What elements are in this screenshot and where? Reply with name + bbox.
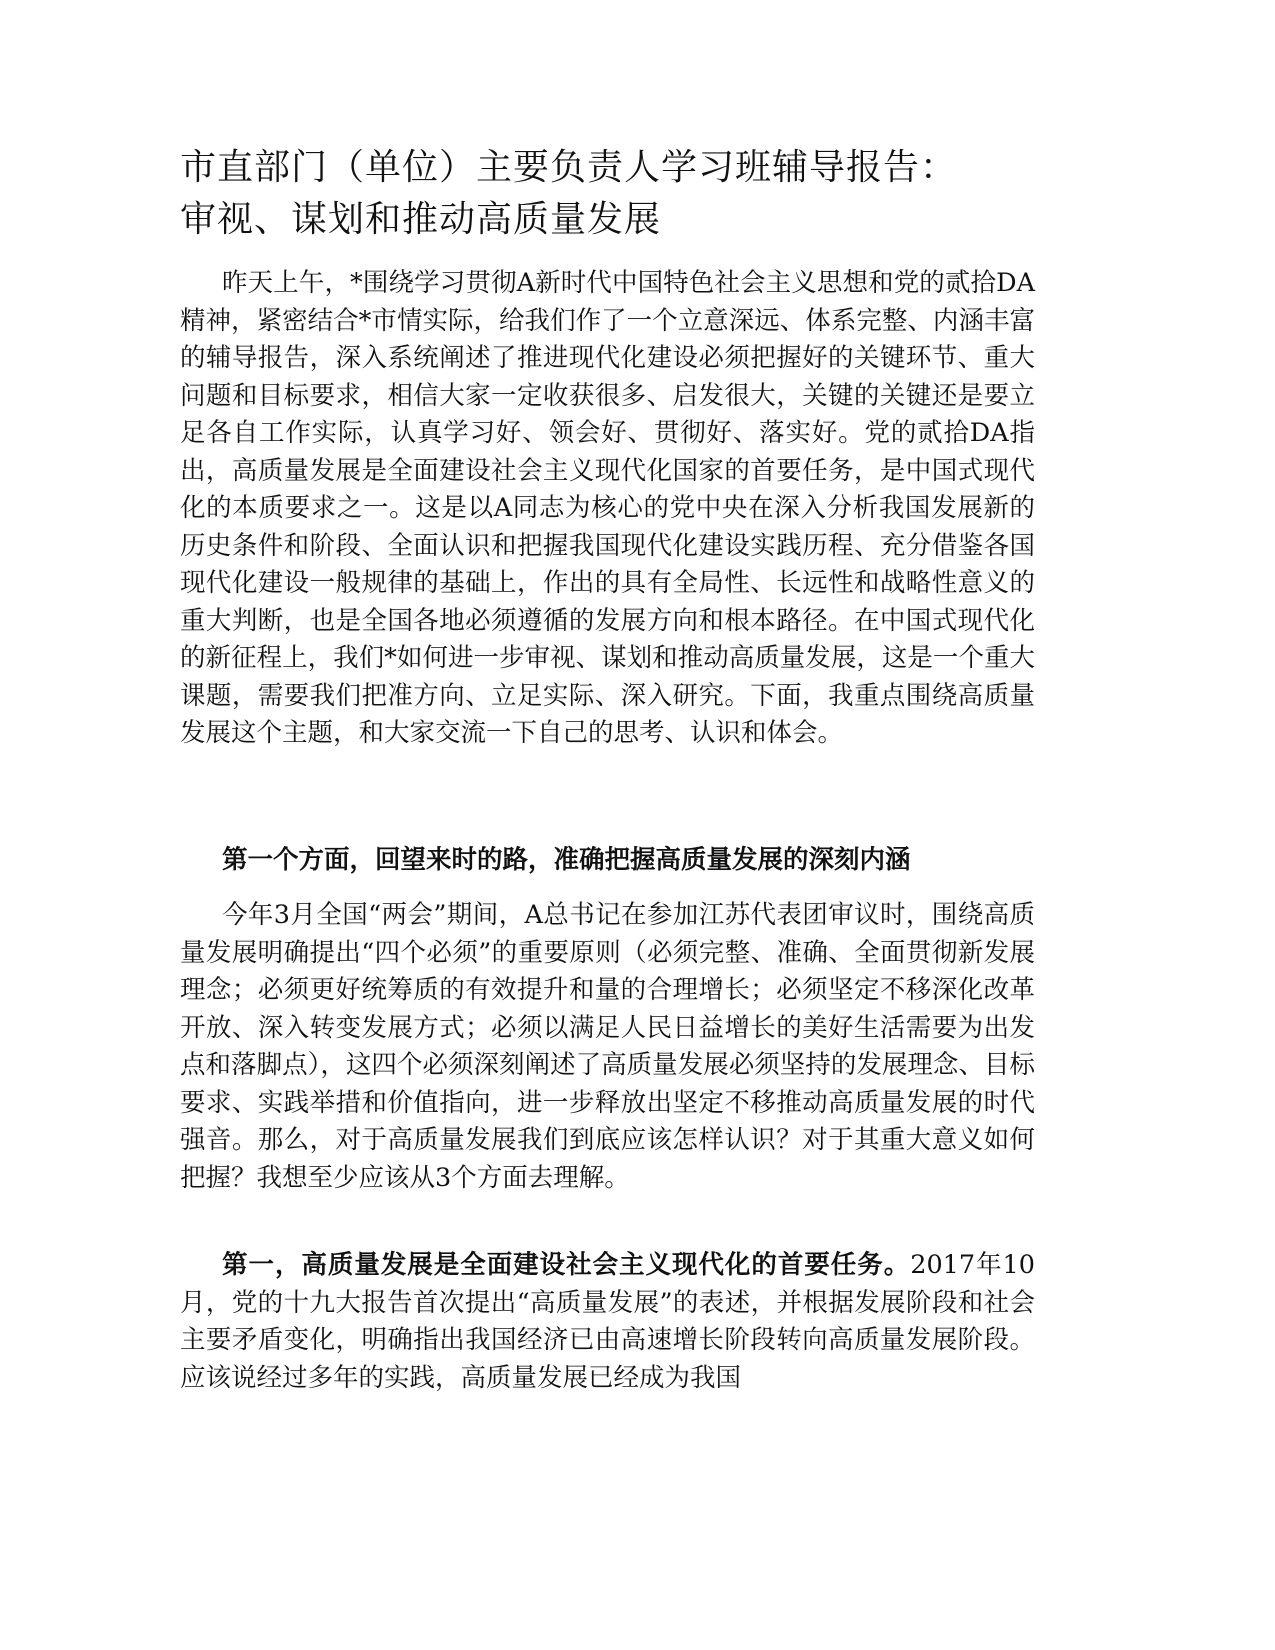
title-line-2: 审视、谋划和推动高质量发展 [180,199,662,240]
paragraph-intro: 昨天上午，*围绕学习贯彻A新时代中国特色社会主义思想和党的贰拾DA精神，紧密结合*市情实际，给我们作了一个立意深远、体系完整、内涵丰富的辅导报告，深入系统阐述了推进现代化建设必须把握好的关键环节、重大问题和目标要求，相信大家一定收获很多、启发很大，关键的关键还是要立足各自工作实际，认真学习好、领会好、贯彻好、落实好。党的贰拾DA指出，高质量发展是全面建设社会主义现代化国家的首要任务，是中国式现代化的本质要求之一。这是以A同志为核心的党中央在深入分析我国发展新的历史条件和阶段、全面认识和把握我国现代化建设实践历程、充分借鉴各国现代化建设一般规律的基础上，作出的具有全局性、长远性和战略性意义的重大判断，也是全国各地必须遵循的发展方向和根本路径。在中国式现代化的新征程上，我们*如何进一步审视、谋划和推动高质量发展，这是一个重大课题，需要我们把准方向、立足实际、深入研究。下面，我重点围绕高质量发展这个主题，和大家交流一下自己的思考、认识和体会。 [180,268,1035,748]
document-title [180,142,1080,246]
title-line-1: 市直部门（单位）主要负责人学习班辅导报告： [180,147,958,188]
paragraph-point-1 [180,1247,1035,1397]
paragraph-continuation: 2017年10月，党的十九大报告首次提出“高质量发展”的表述，并根据发展阶段和社会主要矛盾变化，明确指出我国经济已由高速增长阶段转向高质量发展阶段。应该说经过多年的实践，高质量发展已经成为我国 [180,1250,1036,1393]
paragraph-lead-bold: 第一，高质量发展是全面建设社会主义现代化的首要任务。 [222,1250,911,1280]
paragraph-section-1: 今年3月全国“两会”期间，A总书记在参加江苏代表团审议时，围绕高质量发展明确提出“四个必须”的重要原则（必须完整、准确、全面贯彻新发展理念；必须更好统筹质的有效提升和量的合理增长；必须坚定不移深化改革开放、深入转变发展方式；必须以满足人民日益增长的美好生活需要为出发点和落脚点），这四个必须深刻阐述了高质量发展必须坚持的发展理念、目标要求、实践举措和价值指向，进一步释放出坚定不移推动高质量发展的时代强音。那么，对于高质量发展我们到底应该怎样认识？对于其重大意义如何把握？我想至少应该从3个方面去理解。 [180,900,1035,1193]
section-heading-1: 第一个方面，回望来时的路，准确把握高质量发展的深刻内涵 [222,845,911,875]
